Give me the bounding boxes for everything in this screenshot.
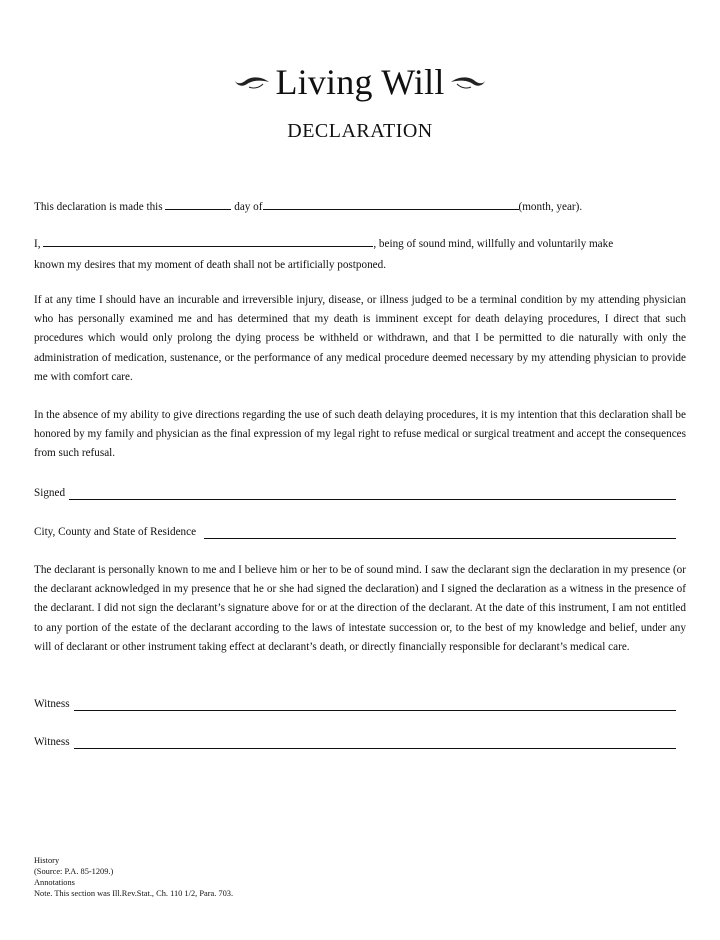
left-flourish-icon — [233, 72, 271, 92]
witness-field-2[interactable] — [74, 738, 676, 749]
residence-label: City, County and State of Residence — [34, 526, 197, 538]
document-title: Living Will — [275, 62, 445, 102]
signed-row — [34, 486, 676, 500]
identity-continuation: known my desires that my moment of death shall not be artificially postponed. — [34, 259, 387, 271]
annotations-heading: Annotations — [34, 878, 75, 887]
history-heading: History — [34, 856, 60, 865]
residence-field[interactable] — [204, 528, 676, 539]
identity-line — [34, 235, 680, 254]
witness-label-2: Witness — [34, 736, 70, 748]
day-blank[interactable] — [165, 198, 231, 210]
right-flourish-icon — [449, 72, 487, 92]
annotations-note: Note. This section was Ill.Rev.Stat., Ch. 110 1/2, Para. 703. — [34, 889, 234, 898]
date-line-middle: day of — [234, 201, 263, 213]
identity-suffix: , being of sound mind, willfully and voluntarily make — [373, 238, 614, 250]
signed-label: Signed — [34, 487, 66, 499]
date-line — [34, 198, 680, 217]
history-notes — [34, 855, 233, 899]
identity-prefix: I, — [34, 238, 41, 250]
document-subtitle: DECLARATION — [287, 120, 433, 142]
title-row — [0, 62, 720, 102]
witness-field-1[interactable] — [74, 700, 676, 711]
witness-row-1 — [34, 697, 676, 711]
name-blank[interactable] — [43, 235, 373, 247]
witness-label-1: Witness — [34, 698, 70, 710]
witness-statement-paragraph: The declarant is personally known to me and I believe him or her to be of sound mind. I saw the declarant sign the declaration in my presence (or the declarant acknowledged in my presence that he or she had signed the declaration) and I signed the declaration as a witness in the presence of the declarant. I did not sign the declarant’s signature above for or at the direction of the declarant. At the date of this instrument, I am not entitled to any portion of the estate of the declarant according to the laws of intestate succession or, to the best of my knowledge and belief, under any will of declarant or other instrument taking effect at declarant’s death, or directly financially responsible for declarant’s medical care. — [34, 564, 686, 653]
terminal-condition-paragraph: If at any time I should have an incurable and irreversible injury, disease, or illness judged to be a terminal condition by my attending physician who has personally examined me and has determined that my death is imminent except for death delaying procedures, I direct that such procedures which would only prolong the dying process be withheld or withdrawn, and that I be permitted to die naturally with only the administration of medication, sustenance, or the performance of any medical procedure deemed necessary by my attending physician to provide me with comfort care. — [34, 294, 686, 383]
month-year-blank[interactable] — [263, 198, 519, 210]
witness-row-2 — [34, 735, 676, 749]
residence-row — [34, 525, 676, 539]
signed-field[interactable] — [69, 489, 676, 500]
history-source: (Source: P.A. 85-1209.) — [34, 867, 114, 876]
intention-paragraph: In the absence of my ability to give directions regarding the use of such death delaying procedures, it is my intention that this declaration shall be honored by my family and physician as the final expression of my legal right to refuse medical or surgical treatment and accept the consequences from such refusal. — [34, 409, 686, 460]
date-line-prefix: This declaration is made this — [34, 201, 163, 213]
date-line-suffix: (month, year). — [518, 201, 583, 213]
